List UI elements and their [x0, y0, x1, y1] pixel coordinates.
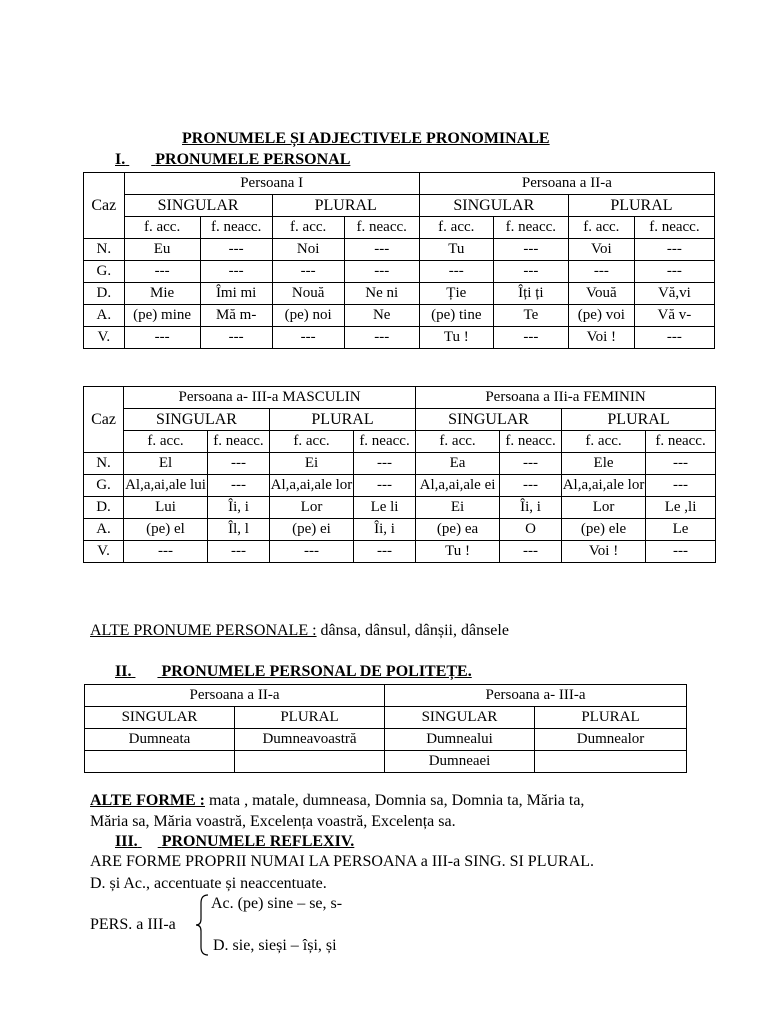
table-cell: ---	[124, 261, 200, 283]
table-cell: ---	[646, 475, 716, 497]
table-cell: ---	[493, 261, 568, 283]
section-number: I.	[115, 151, 126, 168]
alte-pronume-text: dânsa, dânsul, dânșii, dânsele	[316, 622, 509, 639]
form-header: f. neacc.	[493, 217, 568, 239]
table-row	[84, 239, 715, 261]
table-row	[84, 453, 716, 475]
table-cell: Ne	[344, 305, 419, 327]
table-cell: Îi, i	[208, 497, 270, 519]
table-cell: (pe) voi	[568, 305, 634, 327]
case-cell: V.	[84, 327, 125, 349]
section-heading-2	[115, 663, 472, 681]
table-cell: ---	[272, 327, 344, 349]
table-cell: Ei	[270, 453, 354, 475]
number-header: PLURAL	[568, 195, 714, 217]
table-cell: ---	[344, 327, 419, 349]
alte-pronume-label: ALTE PRONUME PERSONALE :	[90, 622, 317, 639]
table-cell: ---	[646, 541, 716, 563]
table-cell: (pe) tine	[419, 305, 493, 327]
form-header: f. neacc.	[208, 431, 270, 453]
table-cell: (pe) mine	[124, 305, 200, 327]
table-personal-i-ii	[83, 172, 715, 349]
table-cell: Îi, i	[354, 519, 416, 541]
table-cell: Mă m-	[200, 305, 272, 327]
table-cell: Dumnealor	[535, 729, 687, 751]
section-title: PRONUMELE PERSONAL DE POLITEȚE.	[161, 663, 472, 680]
group-header: Persoana a II-a	[85, 685, 385, 707]
form-header: f. acc.	[124, 217, 200, 239]
table-cell: ---	[344, 261, 419, 283]
form-header: f. neacc.	[344, 217, 419, 239]
table-cell: ---	[124, 327, 200, 349]
table-cell: ---	[354, 453, 416, 475]
alte-pronume-line	[90, 622, 509, 640]
number-header: SINGULAR	[85, 707, 235, 729]
case-cell: N.	[84, 239, 125, 261]
table-cell: Nouă	[272, 283, 344, 305]
table-row	[84, 283, 715, 305]
caz-header: Caz	[84, 173, 125, 239]
table-cell: Mie	[124, 283, 200, 305]
form-header: f. neacc.	[200, 217, 272, 239]
number-header: PLURAL	[535, 707, 687, 729]
table-cell: ---	[124, 541, 208, 563]
section-number: II.	[115, 663, 132, 680]
table-cell: Lui	[124, 497, 208, 519]
table-cell: ---	[500, 541, 562, 563]
table-cell: ---	[200, 261, 272, 283]
table-cell: ---	[419, 261, 493, 283]
section-title: PRONUMELE PERSONAL	[155, 151, 351, 168]
table-cell	[535, 751, 687, 773]
table-cell: Vouă	[568, 283, 634, 305]
form-header: f. neacc.	[354, 431, 416, 453]
number-header: PLURAL	[270, 409, 416, 431]
table-cell: Noi	[272, 239, 344, 261]
table-cell: ---	[500, 475, 562, 497]
caz-header: Caz	[84, 387, 124, 453]
table2-body	[84, 453, 716, 563]
table-cell: Al,a,ai,ale lui	[124, 475, 208, 497]
curly-brace-icon	[194, 893, 210, 957]
page-title: PRONUMELE ȘI ADJECTIVELE PRONOMINALE	[182, 130, 550, 147]
case-cell: A.	[84, 519, 124, 541]
section-number: III.	[115, 833, 138, 850]
table-cell: Voi !	[562, 541, 646, 563]
reflexiv-pers: PERS. a III-a	[90, 916, 176, 933]
form-header: f. acc.	[124, 431, 208, 453]
case-cell: G.	[84, 261, 125, 283]
table-row	[84, 519, 716, 541]
form-header: f. neacc.	[500, 431, 562, 453]
section-heading-3	[115, 833, 354, 851]
table-cell: O	[500, 519, 562, 541]
group-header: Persoana I	[124, 173, 419, 195]
form-header: f. neacc.	[646, 431, 716, 453]
case-cell: D.	[84, 497, 124, 519]
table-row	[84, 261, 715, 283]
form-header: f. acc.	[419, 217, 493, 239]
number-header: PLURAL	[272, 195, 419, 217]
case-cell: D.	[84, 283, 125, 305]
table-cell: Tu !	[416, 541, 500, 563]
table-cell: Al,a,ai,ale ei	[416, 475, 500, 497]
table-cell	[235, 751, 385, 773]
table-cell: (pe) ea	[416, 519, 500, 541]
number-header: SINGULAR	[416, 409, 562, 431]
table-cell: Al,a,ai,ale lor	[270, 475, 354, 497]
table-cell: ---	[272, 261, 344, 283]
table-cell: Al,a,ai,ale lor	[562, 475, 646, 497]
table-cell: ---	[200, 327, 272, 349]
table-row	[84, 541, 716, 563]
table1-body	[84, 239, 715, 349]
table-cell: Vă,vi	[634, 283, 714, 305]
number-header: PLURAL	[562, 409, 716, 431]
table-cell: Ei	[416, 497, 500, 519]
table-cell: Îți ți	[493, 283, 568, 305]
group-header: Persoana a II-a	[419, 173, 714, 195]
table-cell: Le li	[354, 497, 416, 519]
table-cell: Tu !	[419, 327, 493, 349]
section-heading-1	[115, 151, 350, 169]
table-cell: ---	[208, 475, 270, 497]
table-cell: Ție	[419, 283, 493, 305]
group-header: Persoana a- III-a	[385, 685, 687, 707]
table-cell: ---	[344, 239, 419, 261]
table-cell: Te	[493, 305, 568, 327]
table-cell: (pe) el	[124, 519, 208, 541]
table-politete	[84, 684, 687, 773]
alte-forme-text-1: mata , matale, dumneasa, Domnia sa, Domnia ta, Măria ta,	[204, 792, 585, 809]
number-header: SINGULAR	[124, 409, 270, 431]
table-cell: Le	[646, 519, 716, 541]
table-cell: ---	[208, 541, 270, 563]
table-cell: Lor	[562, 497, 646, 519]
table-cell: Lor	[270, 497, 354, 519]
form-header: f. acc.	[416, 431, 500, 453]
reflexiv-acc: Ac. (pe) sine – se, s-	[211, 895, 343, 912]
alte-forme-line-1	[90, 792, 584, 810]
table-cell: ---	[493, 239, 568, 261]
table-cell: Le ,li	[646, 497, 716, 519]
table-cell: ---	[200, 239, 272, 261]
reflexiv-dat: D. sie, sieși – își, și	[213, 937, 337, 954]
table-personal-iii	[83, 386, 716, 563]
table-cell: (pe) ei	[270, 519, 354, 541]
table-cell: Voi	[568, 239, 634, 261]
alte-forme-line-2: Măria sa, Măria voastră, Excelența voastră, Excelența sa.	[90, 813, 456, 830]
form-header: f. acc.	[562, 431, 646, 453]
case-cell: N.	[84, 453, 124, 475]
group-header: Persoana a IIi-a FEMININ	[416, 387, 716, 409]
table-cell: (pe) ele	[562, 519, 646, 541]
form-header: f. acc.	[270, 431, 354, 453]
section-title: PRONUMELE REFLEXIV.	[161, 833, 355, 850]
table-cell: Îi, i	[500, 497, 562, 519]
table-cell: (pe) noi	[272, 305, 344, 327]
table-cell: Dumneata	[85, 729, 235, 751]
case-cell: G.	[84, 475, 124, 497]
table-cell: Dumneaei	[385, 751, 535, 773]
table-cell: ---	[208, 453, 270, 475]
alte-forme-label: ALTE FORME :	[90, 792, 205, 809]
table-cell: ---	[270, 541, 354, 563]
table-row	[84, 475, 716, 497]
table-cell: Voi !	[568, 327, 634, 349]
table-cell: Vă v-	[634, 305, 714, 327]
table-cell: ---	[634, 261, 714, 283]
table-cell: ---	[500, 453, 562, 475]
table-cell: ---	[493, 327, 568, 349]
table-cell: Îmi mi	[200, 283, 272, 305]
form-header: f. acc.	[568, 217, 634, 239]
table-cell: ---	[634, 239, 714, 261]
table-row	[84, 305, 715, 327]
table-cell: ---	[354, 475, 416, 497]
case-cell: A.	[84, 305, 125, 327]
table-cell: Ne ni	[344, 283, 419, 305]
number-header: SINGULAR	[385, 707, 535, 729]
table-cell: Ele	[562, 453, 646, 475]
case-cell: V.	[84, 541, 124, 563]
table-cell: Dumnealui	[385, 729, 535, 751]
table-cell: Eu	[124, 239, 200, 261]
table-cell: El	[124, 453, 208, 475]
table-cell: Ea	[416, 453, 500, 475]
table-row	[84, 497, 716, 519]
group-header: Persoana a- III-a MASCULIN	[124, 387, 416, 409]
table-cell: ---	[646, 453, 716, 475]
table-cell: ---	[354, 541, 416, 563]
number-header: SINGULAR	[124, 195, 272, 217]
table-cell: Tu	[419, 239, 493, 261]
table-row	[84, 327, 715, 349]
table-cell: ---	[568, 261, 634, 283]
table-cell: ---	[634, 327, 714, 349]
table-cell: Îl, l	[208, 519, 270, 541]
number-header: SINGULAR	[419, 195, 568, 217]
table-cell: Dumneavoastră	[235, 729, 385, 751]
reflexiv-line-2: D. și Ac., accentuate și neaccentuate.	[90, 875, 327, 892]
number-header: PLURAL	[235, 707, 385, 729]
form-header: f. acc.	[272, 217, 344, 239]
reflexiv-line-1: ARE FORME PROPRII NUMAI LA PERSOANA a III-a SING. SI PLURAL.	[90, 853, 595, 870]
form-header: f. neacc.	[634, 217, 714, 239]
table-cell	[85, 751, 235, 773]
